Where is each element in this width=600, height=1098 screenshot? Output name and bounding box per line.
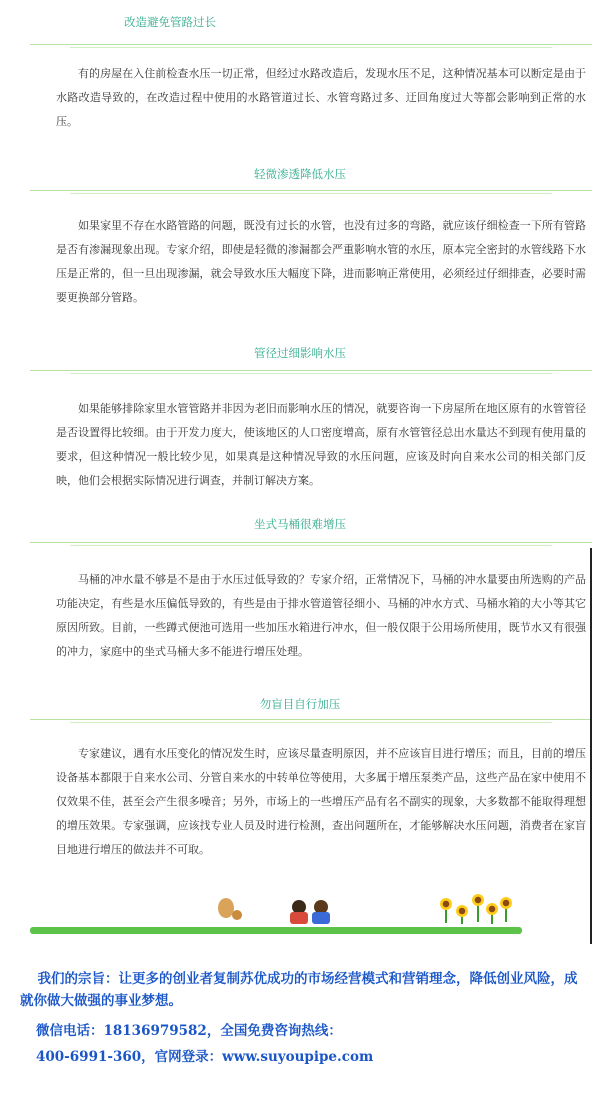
section-title: 管径过细影响水压 [254,346,346,360]
contact-hotline-website: 400-6991-360，官网登录：www.suyoupipe.com [36,1049,374,1065]
section-divider [30,370,592,375]
right-border-line [590,548,592,944]
section-divider [30,719,592,724]
section-title: 轻微渗透降低水压 [254,167,346,181]
section-paragraph: 如果能够排除家里水管管路并非因为老旧而影响水压的情况，就要咨询一下房屋所在地区原有的水管管径是否设置得比较细。由于开发力度大，使该地区的人口密度增高，原有水管管径总出水量达不到现有使用量的要求，但这种情况一般比较少见，如果真是这种情况导致的水压问题，应该及时向自来水公司的相关部门反映，他们会根据实际情况进行调查，并制订解决方案。 [56,402,586,487]
section-paragraph: 马桶的冲水量不够是不是由于水压过低导致的？专家介绍，正常情况下，马桶的冲水量要由所选购的产品功能决定，有些是水压偏低导致的，有些是由于排水管道管径细小、马桶的冲水方式、马桶水箱的大小等其它原因所致。目前，一些蹲式便池可选用一些加压水箱进行冲水，但一般仅限于公用场所使用，既节水又有很强的冲力，家庭中的坐式马桶大多不能进行增压处理。 [56,573,586,658]
section-title: 勿盲目自行加压 [259,697,341,711]
contact-phone: 微信电话：18136979582，全国免费咨询热线： [36,1023,342,1039]
section-title: 坐式马桶很难增压 [254,517,346,531]
section-paragraph: 有的房屋在入住前检查水压一切正常，但经过水路改造后，发现水压不足，这种情况基本可以断定是由于水路改造导致的，在改造过程中使用的水路管道过长、水管弯路过多、迂回角度过大等都会影响到正常的水压。 [56,67,586,128]
grass-decoration [30,918,522,934]
section-paragraph: 专家建议，遇有水压变化的情况发生时，应该尽量查明原因，并不应该盲目进行增压；而且，目前的增压设备基本都限于自来水公司、分管自来水的中转单位等使用，大多属于增压泵类产品，这些产品在家中使用不仅效果不佳，甚至会产生很多噪音；另外，市场上的一些增压产品有名不副实的现象，大多数都不能取得理想的增压效果。专家强调，应该找专业人员及时进行检测，查出问题所在，才能够解决水压问题，消费者在家盲目地进行增压的做法并不可取。 [56,747,586,856]
section-title: 改造避免管路过长 [124,15,216,29]
mission-statement: 我们的宗旨：让更多的创业者复制苏优成功的市场经营模式和营销理念，降低创业风险，成就你做大做强的事业梦想。 [20,971,578,1009]
section-divider [30,190,592,195]
section-divider [30,542,592,547]
section-divider [30,44,592,49]
section-paragraph: 如果家里不存在水路管路的问题，既没有过长的水管，也没有过多的弯路，就应该仔细检查一下所有管路是否有渗漏现象出现。专家介绍，即使是轻微的渗漏都会严重影响水管的水压，原本完全密封的水管线路下水压是正常的，但一旦出现渗漏，就会导致水压大幅度下降，进而影响正常使用，必须经过仔细排查，必要时需要更换部分管路。 [56,219,586,304]
